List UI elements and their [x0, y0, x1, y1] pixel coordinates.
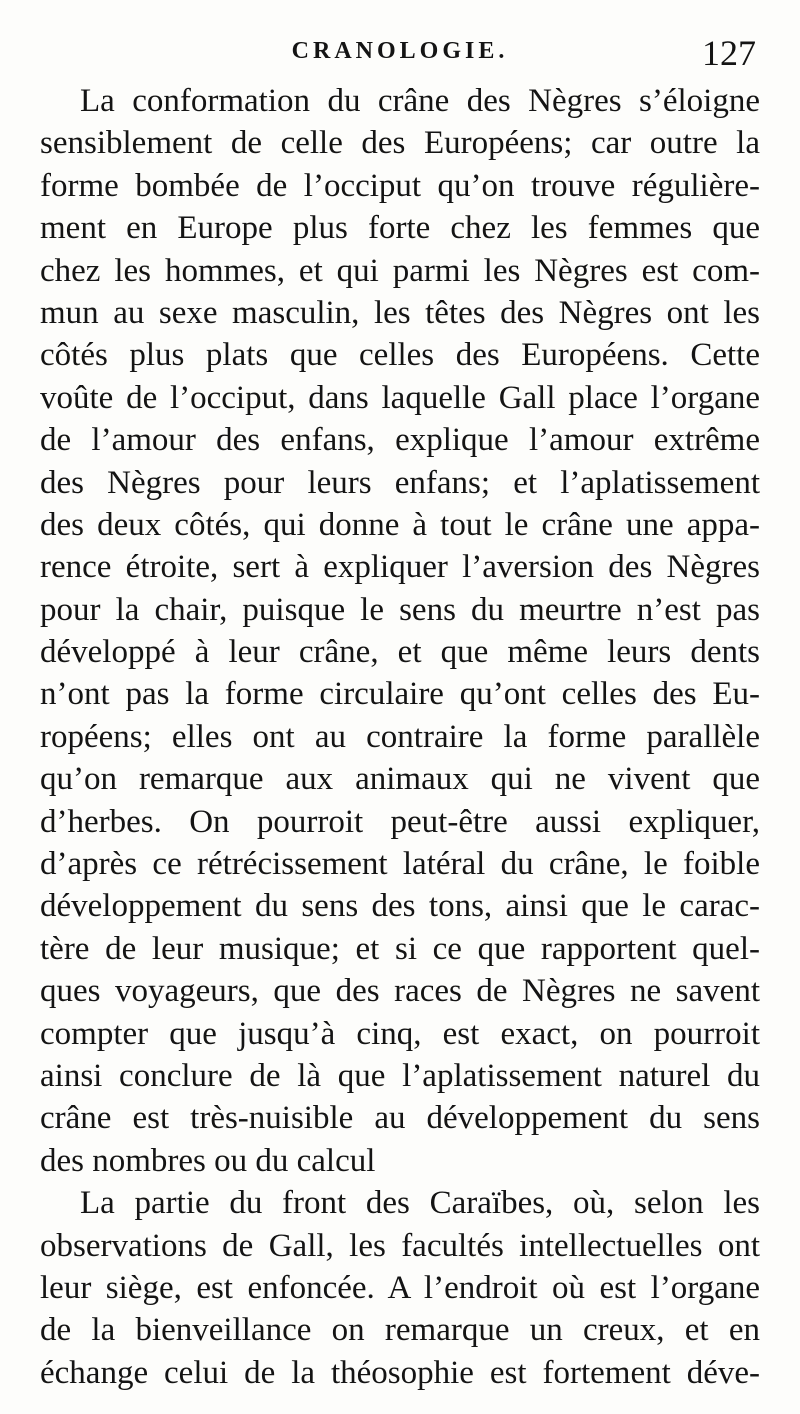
text-line: leur siège, est enfoncée. A l’endroit où est l’organe: [40, 1269, 760, 1306]
text-line: tère de leur musique; et si ce que rapportent quel-: [40, 930, 760, 967]
text-line: compter que jusqu’à cinq, est exact, on pourroit: [40, 1015, 760, 1052]
text-line: ques voyageurs, que des races de Nègres ne savent: [40, 973, 760, 1010]
text-line: développé à leur crâne, et que même leurs dents: [40, 634, 760, 671]
text-line: ment en Europe plus forte chez les femmes que: [40, 210, 760, 247]
paragraph-2: [40, 1182, 760, 1394]
text-line: ropéens; elles ont au contraire la forme parallèle: [40, 718, 760, 755]
running-title: CRANOLOGIE.: [291, 38, 509, 64]
text-line: développement du sens des tons, ainsi que le carac-: [40, 888, 760, 925]
text-line: La partie du front des Caraïbes, où, selon les: [80, 1185, 760, 1222]
text-line: sensiblement de celle des Européens; car outre la: [40, 125, 760, 162]
running-head: [40, 28, 760, 76]
text-line: chez les hommes, et qui parmi les Nègres est com-: [40, 252, 760, 289]
text-line: ainsi conclure de là que l’aplatissement naturel du: [40, 1057, 760, 1094]
text-line: des nombres ou du calcul: [40, 1142, 376, 1179]
text-line: côtés plus plats que celles des Européens. Cette: [40, 337, 760, 374]
text-line: des Nègres pour leurs enfans; et l’aplatissement: [40, 464, 760, 501]
text-line: observations de Gall, les facultés intellectuelles ont: [40, 1227, 760, 1264]
text-line: de la bienveillance on remarque un creux, et en: [40, 1312, 760, 1349]
paragraph-1: [40, 80, 760, 1182]
text-line: de l’amour des enfans, explique l’amour extrême: [40, 422, 760, 459]
text-line: d’après ce rétrécissement latéral du crâne, le foible: [40, 846, 760, 883]
text-line: voûte de l’occiput, dans laquelle Gall place l’organe: [40, 379, 760, 416]
text-line: rence étroite, sert à expliquer l’aversion des Nègres: [40, 549, 760, 586]
text-line: forme bombée de l’occiput qu’on trouve régulière-: [40, 167, 760, 204]
text-line: La conformation du crâne des Nègres s’éloigne: [80, 83, 760, 119]
text-line: échange celui de la théosophie est fortement déve-: [40, 1354, 760, 1391]
text-line: d’herbes. On pourroit peut-être aussi expliquer,: [40, 803, 760, 840]
text-line: qu’on remarque aux animaux qui ne vivent que: [40, 761, 760, 798]
body-text: [40, 80, 760, 1394]
text-line: pour la chair, puisque le sens du meurtre n’est pas: [40, 591, 760, 628]
text-line: mun au sexe masculin, les têtes des Nègres ont les: [40, 294, 760, 331]
text-line: des deux côtés, qui donne à tout le crâne une appa-: [40, 506, 760, 543]
text-line: n’ont pas la forme circulaire qu’ont celles des Eu-: [40, 676, 760, 713]
page-number: 127: [702, 33, 756, 73]
text-line: crâne est très-nuisible au développement du sens: [40, 1100, 760, 1137]
